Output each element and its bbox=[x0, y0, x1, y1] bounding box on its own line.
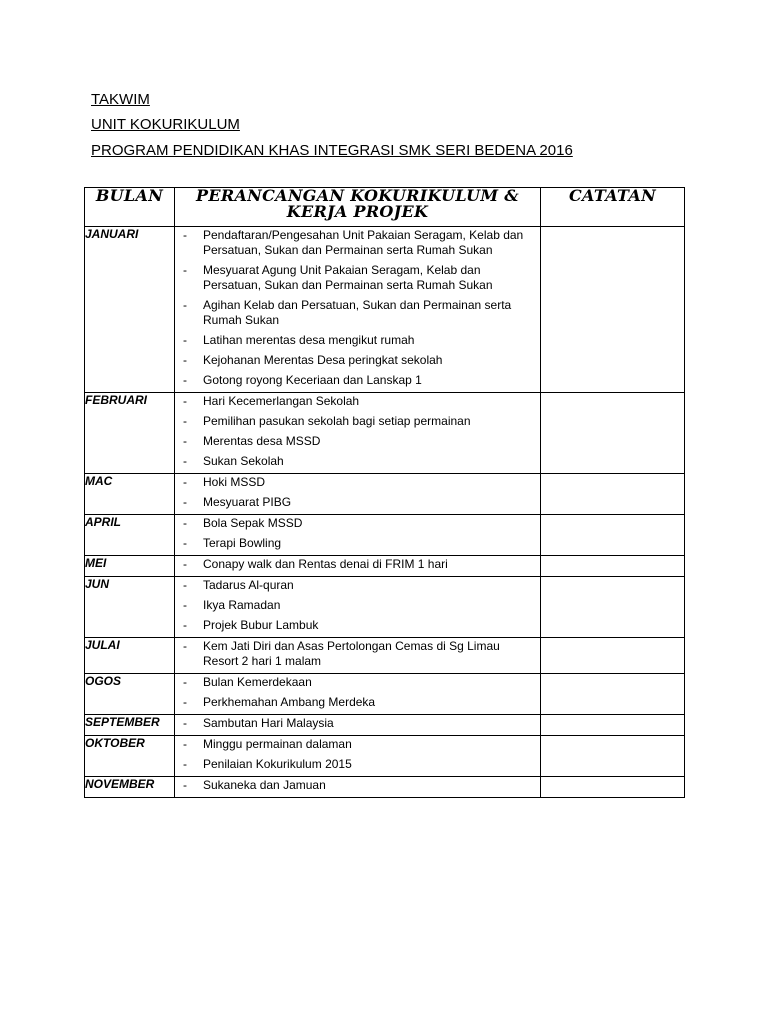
bullet-dash: - bbox=[183, 228, 187, 242]
activity-text: Perkhemahan Ambang Merdeka bbox=[203, 695, 376, 709]
title-unit: UNIT KOKURIKULUM bbox=[91, 116, 240, 133]
activity-item bbox=[175, 372, 540, 392]
bullet-dash: - bbox=[183, 353, 187, 367]
table-row bbox=[85, 577, 685, 638]
activity-text: Hari Kecemerlangan Sekolah bbox=[203, 394, 360, 408]
catatan-cell bbox=[541, 638, 685, 674]
header-catatan: CATATAN bbox=[541, 188, 685, 227]
table-row bbox=[85, 674, 685, 715]
activities-cell bbox=[175, 556, 541, 577]
activity-item bbox=[175, 453, 540, 473]
catatan-cell bbox=[541, 393, 685, 474]
bullet-dash: - bbox=[183, 333, 187, 347]
activity-text: Mesyuarat PIBG bbox=[203, 495, 292, 509]
activity-text: Gotong royong Keceriaan dan Lanskap 1 bbox=[203, 373, 422, 387]
bullet-dash: - bbox=[183, 475, 187, 489]
activity-text: Bulan Kemerdekaan bbox=[203, 675, 312, 689]
activity-item bbox=[175, 597, 540, 617]
activity-item bbox=[175, 674, 540, 694]
takwim-table bbox=[84, 187, 685, 798]
activities-cell bbox=[175, 777, 541, 798]
activity-text: Sukan Sekolah bbox=[203, 454, 284, 468]
bullet-dash: - bbox=[183, 695, 187, 709]
month-cell: NOVEMBER bbox=[85, 777, 175, 798]
activity-text: Merentas desa MSSD bbox=[203, 434, 321, 448]
table-row bbox=[85, 227, 685, 393]
activity-text: Kejohanan Merentas Desa peringkat sekolah bbox=[203, 353, 443, 367]
activity-text: Projek Bubur Lambuk bbox=[203, 618, 319, 632]
activity-item bbox=[175, 474, 540, 494]
activity-text: Kem Jati Diri dan Asas Pertolongan Cemas di Sg Limau Resort 2 hari 1 malam bbox=[203, 639, 500, 668]
activity-text: Pemilihan pasukan sekolah bagi setiap permainan bbox=[203, 414, 471, 428]
activity-item bbox=[175, 332, 540, 352]
activity-item bbox=[175, 756, 540, 776]
bullet-dash: - bbox=[183, 495, 187, 509]
catatan-cell bbox=[541, 577, 685, 638]
activity-item bbox=[175, 617, 540, 637]
activity-item bbox=[175, 413, 540, 433]
bullet-dash: - bbox=[183, 516, 187, 530]
activity-item bbox=[175, 352, 540, 372]
activity-text: Mesyuarat Agung Unit Pakaian Seragam, Kelab dan Persatuan, Sukan dan Permainan serta Rumah Sukan bbox=[203, 263, 493, 292]
bullet-dash: - bbox=[183, 675, 187, 689]
activities-cell bbox=[175, 715, 541, 736]
bullet-dash: - bbox=[183, 778, 187, 792]
catatan-cell bbox=[541, 777, 685, 798]
activities-cell bbox=[175, 515, 541, 556]
table-row bbox=[85, 556, 685, 577]
bullet-dash: - bbox=[183, 298, 187, 312]
table-row bbox=[85, 638, 685, 674]
activity-item bbox=[175, 494, 540, 514]
bullet-dash: - bbox=[183, 598, 187, 612]
title-takwim: TAKWIM bbox=[91, 91, 150, 108]
table-body bbox=[85, 227, 685, 798]
activities-cell bbox=[175, 736, 541, 777]
activity-item bbox=[175, 433, 540, 453]
activity-text: Hoki MSSD bbox=[203, 475, 266, 489]
activities-cell bbox=[175, 674, 541, 715]
activity-text: Terapi Bowling bbox=[203, 536, 282, 550]
bullet-dash: - bbox=[183, 394, 187, 408]
activity-text: Minggu permainan dalaman bbox=[203, 737, 352, 751]
bullet-dash: - bbox=[183, 737, 187, 751]
catatan-cell bbox=[541, 736, 685, 777]
bullet-dash: - bbox=[183, 434, 187, 448]
month-cell: JANUARI bbox=[85, 227, 175, 393]
bullet-dash: - bbox=[183, 536, 187, 550]
catatan-cell bbox=[541, 556, 685, 577]
table-row bbox=[85, 393, 685, 474]
activity-item bbox=[175, 736, 540, 756]
bullet-dash: - bbox=[183, 373, 187, 387]
activity-item bbox=[175, 694, 540, 714]
activity-item bbox=[175, 715, 540, 735]
table-row bbox=[85, 474, 685, 515]
activity-item bbox=[175, 556, 540, 576]
bullet-dash: - bbox=[183, 618, 187, 632]
bullet-dash: - bbox=[183, 716, 187, 730]
activity-text: Penilaian Kokurikulum 2015 bbox=[203, 757, 352, 771]
activity-item bbox=[175, 297, 540, 332]
activity-text: Tadarus Al-quran bbox=[203, 578, 294, 592]
activity-item bbox=[175, 777, 540, 797]
activities-cell bbox=[175, 393, 541, 474]
activity-text: Latihan merentas desa mengikut rumah bbox=[203, 333, 415, 347]
catatan-cell bbox=[541, 474, 685, 515]
table-row bbox=[85, 736, 685, 777]
month-cell: MEI bbox=[85, 556, 175, 577]
activity-item bbox=[175, 535, 540, 555]
activities-cell bbox=[175, 227, 541, 393]
activities-cell bbox=[175, 638, 541, 674]
month-cell: MAC bbox=[85, 474, 175, 515]
month-cell: JULAI bbox=[85, 638, 175, 674]
activity-item bbox=[175, 638, 540, 673]
activity-item bbox=[175, 262, 540, 297]
bullet-dash: - bbox=[183, 557, 187, 571]
header-perancangan: PERANCANGAN KOKURIKULUM & KERJA PROJEK bbox=[175, 188, 541, 227]
activity-text: Sambutan Hari Malaysia bbox=[203, 716, 334, 730]
activity-item bbox=[175, 515, 540, 535]
catatan-cell bbox=[541, 227, 685, 393]
activity-text: Conapy walk dan Rentas denai di FRIM 1 hari bbox=[203, 557, 448, 571]
activity-text: Pendaftaran/Pengesahan Unit Pakaian Seragam, Kelab dan Persatuan, Sukan dan Permainan serta Rumah Sukan bbox=[203, 228, 524, 257]
activity-item bbox=[175, 393, 540, 413]
activity-item bbox=[175, 577, 540, 597]
activity-item bbox=[175, 227, 540, 262]
bullet-dash: - bbox=[183, 263, 187, 277]
title-program: PROGRAM PENDIDIKAN KHAS INTEGRASI SMK SERI BEDENA 2016 bbox=[91, 142, 573, 159]
catatan-cell bbox=[541, 674, 685, 715]
header-bulan: BULAN bbox=[85, 188, 175, 227]
activity-text: Bola Sepak MSSD bbox=[203, 516, 303, 530]
activities-cell bbox=[175, 577, 541, 638]
table-row bbox=[85, 715, 685, 736]
activity-text: Sukaneka dan Jamuan bbox=[203, 778, 326, 792]
table-row bbox=[85, 777, 685, 798]
month-cell: OGOS bbox=[85, 674, 175, 715]
bullet-dash: - bbox=[183, 414, 187, 428]
month-cell: FEBRUARI bbox=[85, 393, 175, 474]
bullet-dash: - bbox=[183, 454, 187, 468]
catatan-cell bbox=[541, 715, 685, 736]
month-cell: OKTOBER bbox=[85, 736, 175, 777]
header-row bbox=[85, 188, 685, 227]
bullet-dash: - bbox=[183, 639, 187, 653]
bullet-dash: - bbox=[183, 757, 187, 771]
activities-cell bbox=[175, 474, 541, 515]
month-cell: SEPTEMBER bbox=[85, 715, 175, 736]
activity-text: Ikya Ramadan bbox=[203, 598, 281, 612]
catatan-cell bbox=[541, 515, 685, 556]
month-cell: APRIL bbox=[85, 515, 175, 556]
month-cell: JUN bbox=[85, 577, 175, 638]
table-row bbox=[85, 515, 685, 556]
bullet-dash: - bbox=[183, 578, 187, 592]
activity-text: Agihan Kelab dan Persatuan, Sukan dan Permainan serta Rumah Sukan bbox=[203, 298, 512, 327]
